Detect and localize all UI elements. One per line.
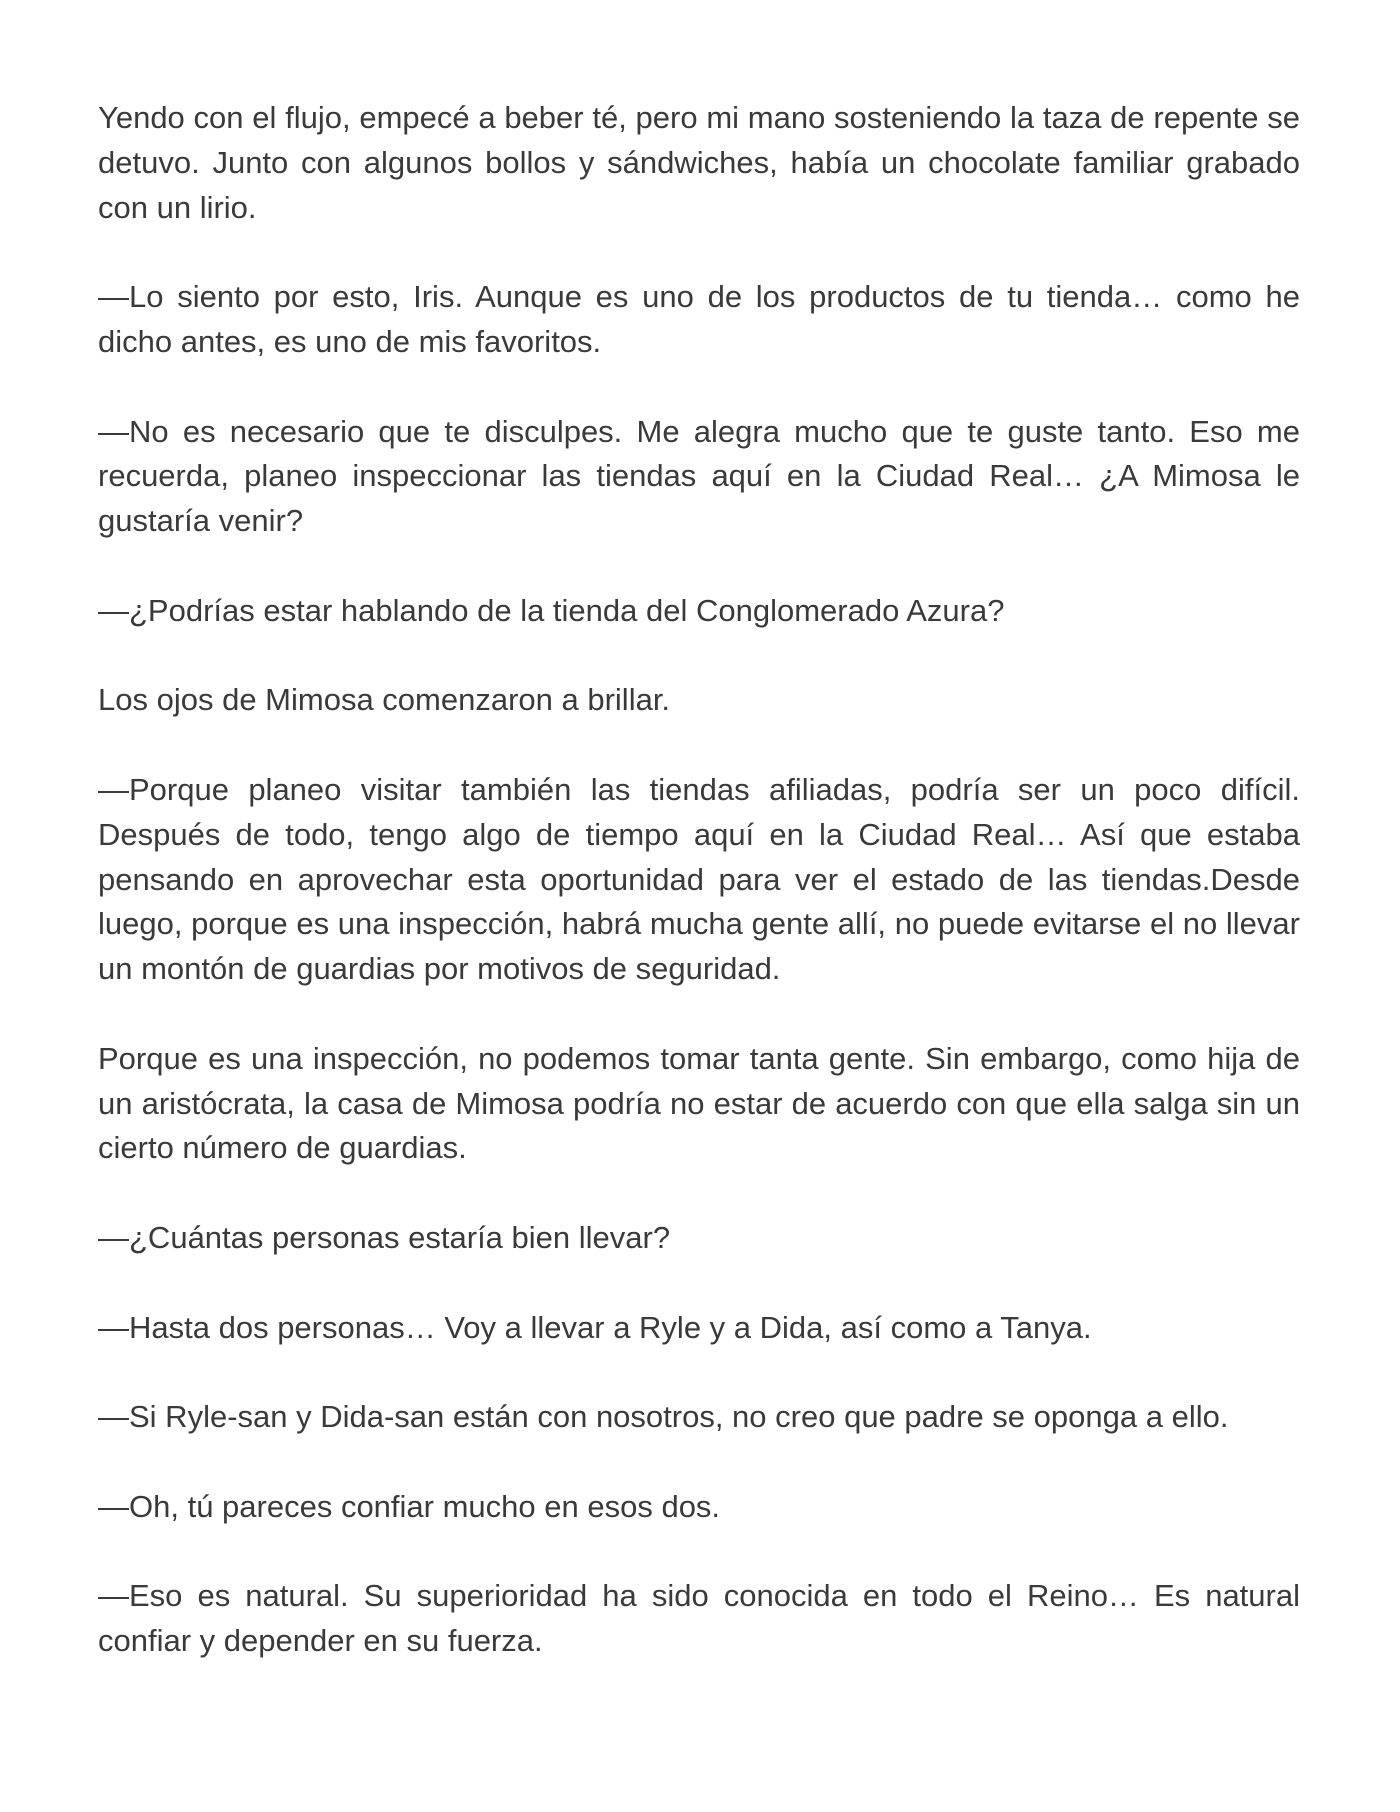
paragraph: Yendo con el flujo, empecé a beber té, pero mi mano sosteniendo la taza de repente se detuvo. Junto con algunos bollos y sándwiches, había un chocolate familiar grabado con un lirio.: [98, 100, 1300, 225]
paragraph: —Eso es natural. Su superioridad ha sido conocida en todo el Reino… Es natural confiar y depender en su fuerza.: [98, 1578, 1300, 1659]
document-page: [98, 96, 1300, 1664]
paragraph: Porque es una inspección, no podemos tomar tanta gente. Sin embargo, como hija de un aristócrata, la casa de Mimosa podría no estar de acuerdo con que ella salga sin un cierto número de guardias.: [98, 1040, 1300, 1166]
paragraph: —Oh, tú pareces confiar mucho en esos dos.: [98, 1488, 721, 1524]
paragraph: —Porque planeo visitar también las tiendas afiliadas, podría ser un poco difícil. Después de todo, tengo algo de tiempo aquí en la Ciudad Real… Así que estaba pensando en aprovechar esta oportunidad para ver el estado de las tiendas.Desde luego, porque es una inspección, habrá mucha gente allí, no puede evitarse el no llevar un montón de guardias por motivos de seguridad.: [98, 771, 1300, 987]
paragraph: —Hasta dos personas… Voy a llevar a Ryle y a Dida, así como a Tanya.: [98, 1309, 1092, 1345]
paragraph: —Lo siento por esto, Iris. Aunque es uno de los productos de tu tienda… como he dicho antes, es uno de mis favoritos.: [98, 279, 1300, 359]
paragraph: —No es necesario que te disculpes. Me alegra mucho que te guste tanto. Eso me recuerda, planeo inspeccionar las tiendas aquí en la Ciudad Real… ¿A Mimosa le gustaría venir?: [98, 413, 1300, 539]
paragraph: —¿Podrías estar hablando de la tienda del Conglomerado Azura?: [98, 592, 1005, 628]
paragraph: —Si Ryle-san y Dida-san están con nosotros, no creo que padre se oponga a ello.: [98, 1399, 1229, 1435]
paragraph: —¿Cuántas personas estaría bien llevar?: [98, 1219, 671, 1255]
paragraph: Los ojos de Mimosa comenzaron a brillar.: [98, 682, 671, 718]
